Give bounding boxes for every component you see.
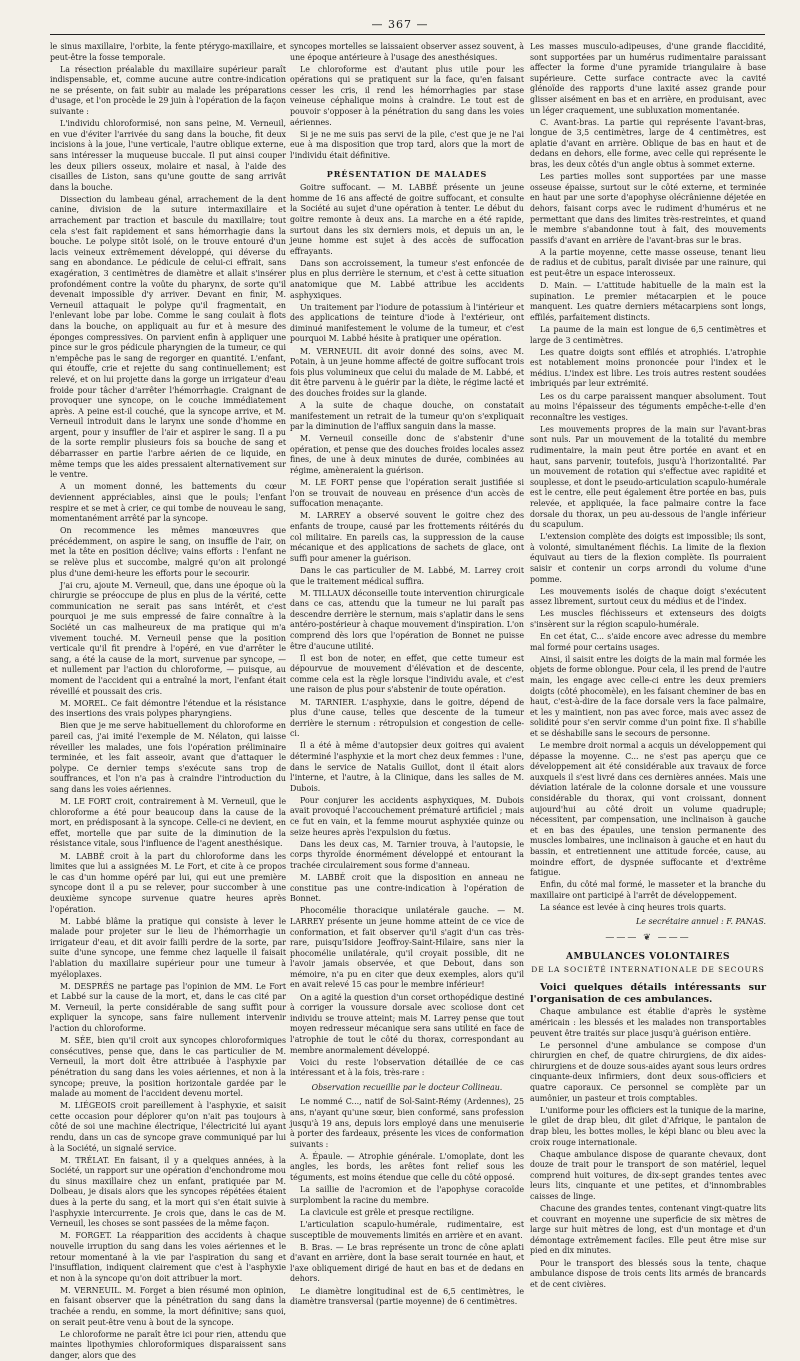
paragraph: La clavicule est grêle et presque rectiligne. xyxy=(300,1207,474,1217)
paragraph: Chaque ambulance est établie d'après le système américain : les blessés et les malades non transportables peuvent être traités sur place jusqu'à guérison entière. xyxy=(530,1007,766,1038)
paragraph: Ainsi, il saisit entre les doigts de la main mal formée les objets de forme oblongue. Pour cela, il les prend de l'autre main, les engage avec celle-ci entre les deux premiers doigts (côté phocomèle), en les faisant cheminer de bas en haut, c'est-à-dire de la face dorsale vers la face palmaire, et les y maintient, non pas avec force, mais avec assez de solidité pour s'en servir comme d'un point fixe. Il s'habille et se déshabille sans le secours de personne. xyxy=(530,654,766,738)
paragraph: A. Épaule. — Atrophie générale. L'omoplate, dont les angles, les bords, les arêtes font relief sous les téguments, est moins étendue que celle du côté opposé. xyxy=(290,1151,524,1183)
column-3-part-a xyxy=(530,42,766,914)
paragraph: C. Avant-bras. La partie qui représente l'avant-bras, longue de 3,5 centimètres, large de 4 centimètres, est aplatie d'avant en arrière. Oblique de bas en haut et de dedans en dehors, elle forme, avec celle qui représente le bras, les deux côtés d'un angle obtus à sommet externe. xyxy=(530,117,766,170)
paragraph: M. MOREL. Ce fait démontre l'étendue et la résistance des insertions des vrais polypes pharyngiens. xyxy=(50,698,286,719)
paragraph: L'extension complète des doigts est impossible; ils sont, à volonté, simultanément fléchis. La limite de la flexion équivaut au tiers de la flexion complète. Ils pourraient saisir et contenir un corps arrondi du volume d'une pomme. xyxy=(530,532,766,584)
paragraph: La résection préalable du maxillaire supérieur paraît indispensable, et, comme aucune autre contre-indication ne se présente, on fait subir au malade les préparations d'usage, et l'on procède le 29 juin à l'opération de la façon suivante : xyxy=(50,64,286,117)
paragraph: M. VERNEUIL. M. Forget a bien résumé mon opinion, en faisant observer que la pénétration du sang dans la trachée a rendu, en somme, la mort définitive; sans quoi, on serait peut-être venu à bout de la syncope. xyxy=(50,1285,286,1327)
paragraph: Les muscles fléchisseurs et extenseurs des doigts s'insèrent sur la région scapulo-humérale. xyxy=(530,609,766,629)
paragraph: Dans son accroissement, la tumeur s'est enfoncée de plus en plus derrière le sternum, et c'est à cette situation anatomique que M. Labbé attribue les accidents asphyxiques. xyxy=(290,258,524,300)
paragraph: La séance est levée à cinq heures trois quarts. xyxy=(540,902,727,912)
section-title: PRÉSENTATION DE MALADES xyxy=(326,168,488,179)
top-rule xyxy=(50,34,765,35)
paragraph: syncopes mortelles se laissaient observer assez souvent, à une époque antérieure à l'usage des anesthésiques. xyxy=(290,42,524,62)
column-3 xyxy=(530,42,767,1289)
paragraph: On a agité la question d'un corset orthopédique destiné à corriger la voussure dorsale avec scoliose dont cet individu se trouve atteint; mais M. Larrey pense que tout moyen redresseur mécanique sera sans utilité en face de l'atrophie de tout le côté du thorax, correspondant au membre anormalement développé. xyxy=(290,992,524,1055)
paragraph: M. LABBÉ croit à la part du chloroforme dans les limites que lui a assignées M. Le Fort, et cite à ce propos le cas d'un homme opéré par lui, qui eut une première syncope dont il a pu se relever, pour succomber à une deuxième syncope survenue quatre heures après l'opération. xyxy=(50,851,286,914)
paragraph: L'uniforme pour les officiers est la tunique de la marine, le gilet de drap bleu, dit gilet d'Afrique, le pantalon de drap bleu, les bottes molles, le képi blanc ou bleu avec la croix rouge internationale. xyxy=(530,1105,766,1147)
paragraph: B. Bras. — Le bras représente un tronc de cône aplati d'avant en arrière, dont la base serait tournée en haut, et l'axe obliquement dirigé de haut en bas et de dedans en dehors. xyxy=(290,1242,524,1284)
paragraph: A la partie moyenne, cette masse osseuse, tenant lieu de radius et de cubitus, paraît divisée par une rainure, qui est peut-être un espace interosseux. xyxy=(530,247,766,278)
paragraph: M. VERNEUIL dit avoir donné des soins, avec M. Potain, à un jeune homme affecté de goitre suffocant trois fois plus volumineux que celui du malade de M. Labbé, et dit être parvenu à le guérir par la diète, le régime lacté et des douches froides sur la glande. xyxy=(290,346,524,398)
paragraph: M. TRÉLAT. En faisant, il y a quelques années, à la Société, un rapport sur une opération d'enchondrome mou du sinus maxillaire chez un enfant, pratiquée par M. Dolbeau, je disais alors que les syncopes répétées étaient dues à la perte du sang, et la mort qui s'en était suivie à l'asphyxie intercurrente. Je crois que, dans le cas de M. Verneuil, les choses se sont passées de la même façon. xyxy=(50,1155,286,1229)
paragraph: Les mouvements propres de la main sur l'avant-bras sont nuls. Par un mouvement de la totalité du membre rudimentaire, la main peut être portée en avant et en haut, sans parvenir, toutefois, jusqu'à l'horizontalité. Par un mouvement de rotation qui s'effectue avec rapidité et souplesse, et dont le pseudo-articulation scapulo-humérale est le centre, elle peut également être portée en bas, puis relevée, et appliquée, la face palmaire contre la face dorsale du thorax, un peu au-dessous de l'angle inférieur du scapulum. xyxy=(530,424,767,530)
paragraph: A la suite de chaque douche, on constatait manifestement un retrait de la tumeur qu'on s'expliquait par la diminution de l'afflux sanguin dans la masse. xyxy=(290,401,524,432)
paragraph: Les masses musculo-adipeuses, d'une grande flaccidité, sont supportées par un humérus rudimentaire paraissant affecter la forme d'une pyramide triangulaire à base supérieure. Cette surface contracte avec la cavité glénoïde des rapports d'une laxité assez grande pour glisser aisément en bas et en arrière, en produisant, avec un léger craquement, une subluxation momentanée. xyxy=(530,42,766,115)
column-2-intro xyxy=(290,42,524,162)
paragraph: Chaque ambulance dispose de quarante chevaux, dont douze de trait pour le transport de son matériel, lequel comprend huit voitures, de dix-sept grandes tentes avec leurs lits, cinquante et une petites, et d'innombrables caisses de linge. xyxy=(530,1149,766,1201)
paragraph: Le nommé C..., natif de Sol-Saint-Rémy (Ardennes), 25 ans, n'ayant qu'une sœur, bien conformé, sans profession jusqu'à 19 ans, depuis lors employé dans une menuiserie à porter des fardeaux, présente les vices de conformation suivants : xyxy=(290,1097,524,1149)
paragraph: Si je ne me suis pas servi de la pile, c'est que je ne l'ai eue à ma disposition que trop tard, alors que la mort de l'individu était définitive. xyxy=(290,129,524,160)
paragraph: Le chloroforme ne paraît être ici pour rien, attendu que maintes lipothymies chloroformiques disparaissent sans danger, alors que des xyxy=(50,1329,286,1360)
paragraph: Pour le transport des blessés sous la tente, chaque ambulance dispose de trois cents lits armés de brancards et de cent civières. xyxy=(530,1258,766,1289)
paragraph: Chacune des grandes tentes, contenant vingt-quatre lits et couvrant en moyenne une superficie de six mètres de large sur huit mètres de long, est d'un montage et d'un démontage extrêmement faciles. Elle peut être mise sur pied en dix minutes. xyxy=(530,1204,766,1256)
paragraph: Bien que je me serve habituellement du chloroforme en pareil cas, j'ai imité l'exemple de M. Nélaton, qui laisse réveiller les malades, une fois l'opération préliminaire terminée, et les fait asseoir, avant que d'attaquer le polype. Ce dernier temps s'exécute sans trop de souffrances, et l'on n'a pas à craindre l'introduction du sang dans les voies aériennes. xyxy=(50,721,286,794)
paragraph: Les parties molles sont supportées par une masse osseuse épaisse, surtout sur le côté externe, et terminée en haut par une sorte d'apophyse olécrânienne déjetée en dehors, faisant corps avec le rudiment d'humérus et ne permettant que dans des limites très-restreintes, et quand le membre s'abandonne tout à fait, des mouvements passifs d'avant en arrière de l'avant-bras sur le bras. xyxy=(530,172,766,245)
paragraph: M. DESPRÉS ne partage pas l'opinion de MM. Le Fort et Labbé sur la cause de la mort, et, dans le cas cité par M. Verneuil, la perte considérable de sang suffit pour expliquer la syncope, sans faire nullement intervenir l'action du chloroforme. xyxy=(50,981,286,1034)
paragraph: M. LE FORT croit, contrairement à M. Verneuil, que le chloroforme a été pour beaucoup dans la cause de la mort, en prédisposant à la syncope. Celle-ci ne devient, en effet, mortelle que par suite de la diminution de la résistance vitale, sous l'influence de l'agent anesthésique. xyxy=(50,797,286,849)
paragraph: L'individu chloroformisé, non sans peine, M. Verneuil, en vue d'éviter l'arrivée du sang dans la bouche, fit deux incisions à la joue, l'une verticale, l'autre oblique externe, sans intéresser la muqueuse buccale. Il put ainsi couper les deux piliers osseux, molaire et nasal, à l'aide des cisailles de Liston, sans qu'une goutte de sang arrivât dans la bouche. xyxy=(50,119,286,192)
paragraph: Le diamètre longitudinal est de 6,5 centimètres, le diamètre transversal (partie moyenne) de 6 centimètres. xyxy=(290,1286,524,1307)
paragraph: Les mouvements isolés de chaque doigt s'exécutent assez librement, surtout ceux du médius et de l'index. xyxy=(530,586,766,607)
paragraph: M. LARREY a observé souvent le goitre chez des enfants de troupe, causé par les frottements réitérés du col militaire. En pareils cas, la suppression de la cause mécanique et des applications de sachets de glace, ont suffi pour amener la guérison. xyxy=(290,511,524,563)
ambulance-lead: Voici quelques détails intéressants sur l'organisation de ces ambulances. xyxy=(530,981,766,1005)
paragraph: Dissection du lambeau génal, arrachement de la dent canine, division de la suture intermaxillaire et arrachement par traction et bascule du maxillaire; tout cela s'est fait rapidement et sans hémorrhagie dans la bouche. Le polype sitôt isolé, on le trouve entouré d'un lacis veineux extrêmement développé, qui déverse du sang en abondance. Le pédicule de celui-ci effrait, sans exagération, 3 centimètres de diamètre et allait s'insérer profondément contre la voûte du pharynx, de sorte qu'il devenait impossible d'y arriver. Devant en finir, M. Verneuil attaquait le polype qu'il fragmentait, en l'enlevant lobe par lobe. Comme le sang coulait à flots dans la bouche, on appliquait au fur et à mesure des éponges compressives. On parvient enfin à appliquer une pince sur le gros pédicule pharyngien de la tumeur, ce qui n'empêche pas le sang de regorger en quantité. L'enfant, qui étouffe, crie et rejette du sang continuellement; est relevé, et on lui projette dans la gorge un irrigateur d'eau froide pour tâcher d'arrêter l'hémorrhagie. Craignant de provoquer une syncope, on le couche immédiatement après. A peine est-il couché, que la syncope arrive, et M. Verneuil introduit dans le larynx une sonde d'homme en argent, pour y insuffler de l'air et aspirer le sang. Il a pu de la sorte remplir plusieurs fois sa bouche de sang et débarrasser en partie l'arbre aérien de ce liquide, en même temps que les aides pressaient alternativement sur le ventre. xyxy=(50,194,286,480)
paragraph: Il a été à même d'autopsier deux goitres qui avaient déterminé l'asphyxie et la mort chez deux femmes : l'une, dans le service de Natalis Guillot, dont il était alors l'interne, et l'autre, à la Clinique, dans les salles de M. Dubois. xyxy=(290,741,524,793)
paragraph: M. Labbé blâme la pratique qui consiste à lever le malade pour projeter sur le lieu de l'hémorrhagie un irrigateur d'eau, et dit avoir failli perdre de la sorte, par suite d'une syncope, une femme chez laquelle il faisait l'ablation du maxillaire supérieur pour une tumeur à myéloplaxes. xyxy=(50,916,286,979)
paragraph: Goitre suffocant. — M. LABBÉ présente un jeune homme de 16 ans affecté de goitre suffocant, et consulte la Société au sujet d'une opération à tenter. Le début du goitre remonte à deux ans. La marche en a été rapide, surtout dans les six derniers mois, et depuis un an, le jeune homme est sujet à des accès de suffocation effrayants. xyxy=(290,183,524,256)
column-2 xyxy=(290,42,524,1307)
paragraph: M. TILLAUX déconseille toute intervention chirurgicale dans ce cas, attendu que la tumeur ne lui paraît pas descendre derrière le sternum, mais s'aplatir dans le sens antéro-postérieur à chaque mouvement d'inspiration. L'on comprend dès lors que l'opération de Bonnet ne puisse être d'aucune utilité. xyxy=(290,588,524,651)
column-2-observation xyxy=(290,1097,524,1307)
paragraph: M. SÉE, bien qu'il croit aux syncopes chloroformiques consécutives, pense que, dans le cas particulier de M. Verneuil, la mort doit être attribuée à l'asphyxie par pénétration du sang dans les voies aériennes, et non à la syncope; preuve, la position horizontale gardée par le malade au moment de l'accident devenu mortel. xyxy=(50,1036,286,1099)
column-1 xyxy=(50,42,286,1360)
paragraph: D. Main. — L'attitude habituelle de la main est la supination. Le premier métacarpien et le pouce manquent. Les quatre derniers métacarpiens sont longs, effilés, parfaitement distincts. xyxy=(530,281,766,322)
column-2-main xyxy=(290,183,524,1079)
paragraph: Pour conjurer les accidents asphyxiques, M. Dubois avait provoqué l'accouchement prématuré artificiel ; mais ce fut en vain, et la femme mourut asphyxiée quinze ou seize heures après l'expulsion du fœtus. xyxy=(290,795,524,837)
paragraph: L'articulation scapulo-humérale, rudimentaire, est susceptible de mouvements limités en arrière et en avant. xyxy=(290,1219,524,1240)
paragraph: Un traitement par l'iodure de potassium à l'intérieur et des applications de teinture d'iode à l'extérieur, ont diminué manifestement le volume de la tumeur, et c'est pourquoi M. Labbé hésite à pratiquer une opération. xyxy=(290,302,524,344)
paragraph: J'ai cru, ajoute M. Verneuil, que, dans une époque où la chirurgie se préoccupe de plus en plus de la vérité, cette communication ne serait pas sans intérêt, et c'est pourquoi je me suis empressé de faire connaître à la Société un cas malheureux de ma pratique qui m'a vivement touché. M. Verneuil pense que la position verticale qu'il fit prendre à l'opéré, en vue d'arrêter le sang, a été la cause de la mort, survenue par syncope, — et nullement par l'action du chloroforme, — puisque, au moment de l'accident qui a entraîné la mort, l'enfant était réveillé et poussait des cris. xyxy=(50,580,286,696)
paragraph: Dans le cas particulier de M. Labbé, M. Larrey croit que le traitement médical suffira. xyxy=(290,565,524,586)
paragraph: Les quatre doigts sont effilés et atrophiés. L'atrophie est notablement moins prononcée pour l'index et le médius. L'index est libre. Les trois autres restent soudées imbriqués par leur extrémité. xyxy=(530,347,766,389)
paragraph: Voici du reste l'observation détaillée de ce cas intéressant et à la fois, très-rare : xyxy=(290,1057,524,1078)
paragraph: M. FORGET. La réapparition des accidents à chaque nouvelle irruption du sang dans les voies aériennes et le retour momentané à la vie par l'aspiration du sang et l'insufflation, indiquent clairement que c'est à l'asphyxie et non à la syncope qu'on doit attribuer la mort. xyxy=(50,1231,286,1283)
paragraph: M. LIÉGEOIS croit pareillement à l'asphyxie, et saisit cette occasion pour déplorer qu'on n'ait pas toujours à côté de soi une machine électrique, l'électricité lui ayant rendu, dans un cas de syncope grave communiqué par lui à la Société, un signalé service. xyxy=(50,1101,286,1153)
paragraph: M. LABBÉ croit que la disposition en anneau ne constitue pas une contre-indication à l'opération de Bonnet. xyxy=(290,873,524,904)
paragraph: La paume de la main est longue de 6,5 centimètres et large de 3 centimètres. xyxy=(530,324,766,345)
paragraph: M. Verneuil conseille donc de s'abstenir d'une opération, et pense que des douches froides locales assez fines, de une à deux minutes de durée, combinées au régime, amèneraient la guérison. xyxy=(290,434,524,476)
signature: Le secrétaire annuel : F. PANAS. xyxy=(636,916,766,926)
observation-title: Observation recueillie par le docteur Collineau. xyxy=(311,1082,503,1092)
page-number: — 367 — xyxy=(371,18,429,31)
paragraph: Dans les deux cas, M. Tarnier trouva, à l'autopsie, le corps thyroïde énormément développé et entourant la trachée circulairement sous forme d'anneau. xyxy=(290,839,524,870)
ambulance-title: AMBULANCES VOLONTAIRES xyxy=(566,951,730,962)
paragraph: Enfin, du côté mal formé, le masseter et la branche du maxillaire ont participé à l'arrêt de développement. xyxy=(530,880,766,900)
paragraph: Le membre droit normal a acquis un développement qui dépasse la moyenne. C... ne s'est pas aperçu que ce développement ait été considérable aux travaux de force auxquels il s'est livré dans ces dernières années. Mais une déviation latérale de la colonne dorsale et une voussure considérable du thorax, qui vont croissant, donnent aujourd'hui au côté droit un volume quadruple; nécessitent, par compensation, une inclinaison à gauche et en bas des épaules, une tension permanente des muscles lombaires, une inclinaison à gauche et en haut du bassin, et entretiennent une attitude forcée, cause, au moindre effort, de dyspnée suffocante et d'extrême fatigue. xyxy=(530,741,766,878)
paragraph: Le chloroforme est d'autant plus utile pour les opérations qui se pratiquent sur la face, qu'en faisant cesser les cris, il rend les hémorrhagies par stase veineuse céphalique moins à craindre. Le tout est de pouvoir s'opposer à la pénétration du sang dans les voies aériennes. xyxy=(290,64,524,127)
paragraph: La saillie de l'acromion et de l'apophyse coracoïde surplombent la racine du membre. xyxy=(290,1185,524,1205)
paragraph: M. LE FORT pense que l'opération serait justifiée si l'on se trouvait de nouveau en présence d'un accès de suffocation menaçante. xyxy=(290,478,524,509)
paragraph: On recommence les mêmes manœuvres que précédemment, on aspire le sang, on insuffle de l'air, on met la tête en position déclive; vains efforts : l'enfant ne se relève plus et succombe, malgré qu'on ait prolongé plus d'une demi-heure les efforts pour le secourir. xyxy=(50,526,286,578)
paragraph: Il est bon de noter, en effet, que cette tumeur est dépourvue de mouvement d'élévation et de descente, comme cela est la règle lorsque l'individu avale, et c'est une raison de plus pour s'abstenir de toute opération. xyxy=(290,653,524,695)
column-3-part-b xyxy=(530,1007,766,1290)
paragraph: A un moment donné, les battements du cœur deviennent appréciables, ainsi que le pouls; l'enfant respire et se met à crier, ce qui tombe de nouveau le sang, momentanément arrêté par la syncope. xyxy=(50,482,286,524)
ambulance-subtitle: DE LA SOCIÉTÉ INTERNATIONALE DE SECOURS xyxy=(531,965,765,975)
paragraph: M. TARNIER. L'asphyxie, dans le goitre, dépend de plus d'une cause, telles que descente de la tumeur derrière le sternum : rétropulsion et congestion de celle-ci. xyxy=(290,697,524,739)
paragraph: Les os du carpe paraissent manquer absolument. Tout au moins l'épaisseur des téguments empêche-t-elle d'en reconnaître les vestiges. xyxy=(530,391,766,422)
paragraph: Le personnel d'une ambulance se compose d'un chirurgien en chef, de quatre chirurgiens, de dix aides-chirurgiens et de douze sous-aides ayant sous leurs ordres cinquante-deux infirmiers, dont deux sous-officiers et quatre caporaux. Ce personnel se complète par un aumônier, un pasteur et trois comptables. xyxy=(530,1040,766,1103)
paragraph: le sinus maxillaire, l'orbite, la fente ptérygo-maxillaire, et peut-être la fosse temporale. xyxy=(50,42,286,62)
ornament-divider: ——— ❦ ——— xyxy=(605,933,691,944)
paragraph: Phocomélie thoracique unilatérale gauche. — M. LARREY présente un jeune homme atteint de ce vice de conformation, et fait observer qu'il s'agit d'un cas très-rare, puisqu'Isidore Jeoffroy-Saint-Hilaire, sans nier la phocomélie unilatérale, qu'il croyait possible, dit ne l'avoir jamais observée, et que Debout, dans son mémoire, n'a pu en citer que deux exemples, alors qu'il en avait relevé 15 cas pour le membre inférieur! xyxy=(290,906,524,990)
paragraph: En cet état, C... s'aide encore avec adresse du membre mal formé pour certains usages. xyxy=(530,632,766,652)
